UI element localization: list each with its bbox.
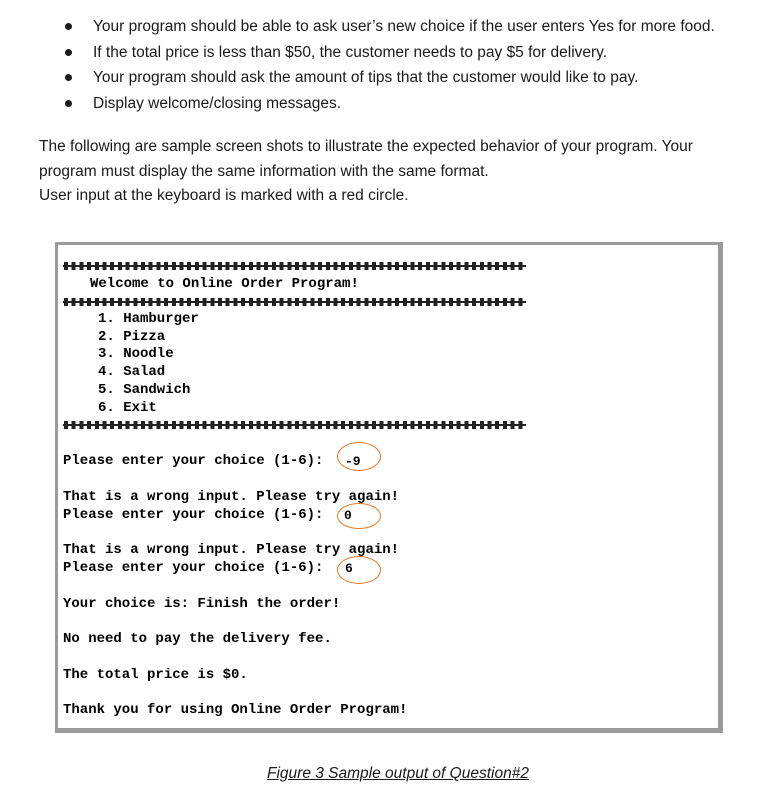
bullet-icon [65,49,72,56]
menu-item: 1. Hamburger [98,311,199,327]
bullet-text: If the total price is less than $50, the customer needs to pay $5 for delivery. [93,43,608,61]
menu-item: 6. Exit [98,400,157,416]
error-message: That is a wrong input. Please try again! [63,542,400,558]
delivery-message: No need to pay the delivery fee. [63,631,332,647]
list-item [60,91,715,117]
menu-item: 5. Sandwich [98,382,191,398]
user-input: 6 [345,561,353,576]
welcome-message: Welcome to Online Order Program! [90,276,359,292]
choice-prompt: Please enter your choice (1-6): [63,507,324,523]
menu-item: 3. Noodle [98,346,174,362]
bullet-icon [65,74,72,81]
choice-result: Your choice is: Finish the order! [63,596,341,612]
requirements-list [60,14,715,116]
choice-prompt: Please enter your choice (1-6): [63,453,324,469]
bullet-text: Your program should ask the amount of tips that the customer would like to pay. [93,69,639,86]
error-message: That is a wrong input. Please try again! [63,489,400,505]
user-input: 0 [344,508,352,523]
bullet-icon [65,100,72,107]
list-item [60,14,715,40]
menu-item: 4. Salad [98,364,166,380]
menu-item: 2. Pizza [98,329,166,345]
total-price: The total price is $0. [63,667,248,683]
bullet-text: Your program should be able to ask user’s new choice if the user enters Yes for more food. [93,18,715,35]
user-input-circle [337,556,381,584]
choice-prompt: Please enter your choice (1-6): [63,560,324,576]
bullet-icon [65,23,72,30]
list-item [60,40,715,66]
instructions-paragraph [39,135,764,209]
user-input: -9 [345,454,361,469]
closing-message: Thank you for using Online Order Program! [63,702,408,718]
plus-separator [63,421,526,429]
list-item [60,65,715,91]
figure-caption: Figure 3 Sample output of Question#2 [267,765,529,782]
paragraph-line: User input at the keyboard is marked with a red circle. [39,187,409,204]
bullet-text: Display welcome/closing messages. [93,94,342,112]
plus-separator [63,298,526,306]
paragraph-line: program must display the same information with the same format. [39,162,489,180]
paragraph-line: The following are sample screen shots to illustrate the expected behavior of your program. Your [39,138,693,155]
console-screenshot [55,242,723,733]
plus-separator [63,262,526,270]
